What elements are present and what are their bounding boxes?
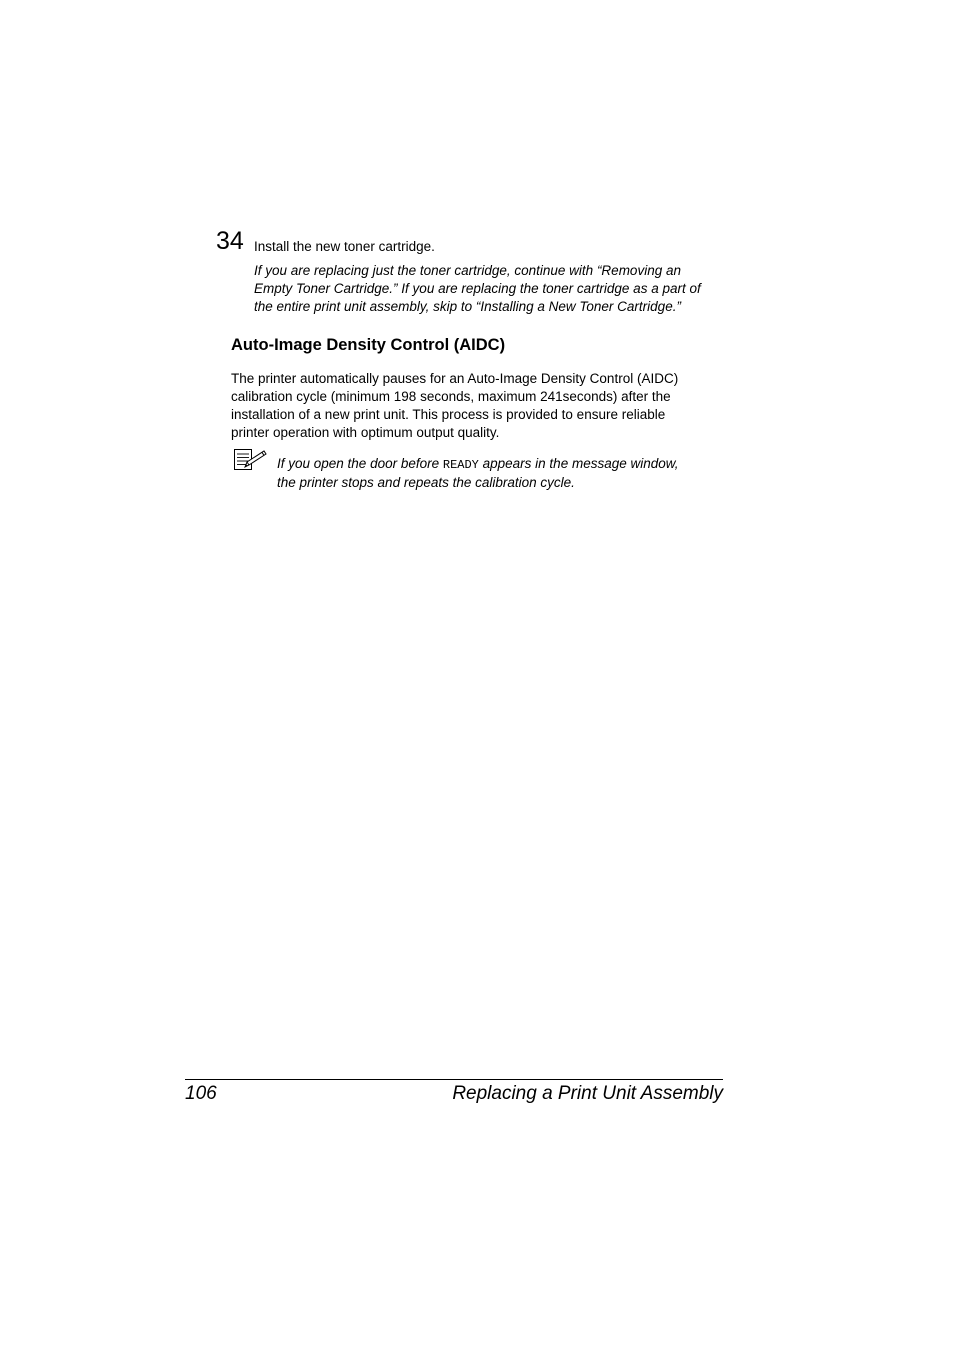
body-line: The printer automatically pauses for an Auto-Image Density Control (AIDC) bbox=[231, 371, 679, 386]
body-paragraph bbox=[231, 370, 721, 442]
chapter-title: Replacing a Print Unit Assembly bbox=[452, 1083, 723, 1104]
note-text-after: appears in the message window, bbox=[478, 456, 679, 471]
ready-message-code: READY bbox=[442, 458, 479, 472]
note-line: the printer stops and repeats the calibration cycle. bbox=[277, 475, 575, 490]
section-heading: Auto-Image Density Control (AIDC) bbox=[231, 336, 506, 354]
step-note-line: If you are replacing just the toner cartridge, continue with “Removing an bbox=[254, 263, 681, 278]
page-number: 106 bbox=[185, 1083, 217, 1104]
note-pencil-icon bbox=[233, 448, 269, 472]
note-text-before: If you open the door before bbox=[277, 456, 443, 471]
step-instruction: Install the new toner cartridge. bbox=[254, 239, 435, 254]
body-line: printer operation with optimum output quality. bbox=[231, 425, 500, 440]
note-text bbox=[277, 455, 727, 492]
step-note-line: Empty Toner Cartridge.” If you are replacing the toner cartridge as a part of bbox=[254, 281, 701, 296]
note-line bbox=[277, 455, 727, 474]
body-line: calibration cycle (minimum 198 seconds, maximum 241seconds) after the bbox=[231, 389, 671, 404]
footer-divider bbox=[185, 1079, 723, 1080]
step-note bbox=[254, 262, 729, 316]
step-number: 34 bbox=[216, 227, 244, 255]
step-note-line: the entire print unit assembly, skip to “Installing a New Toner Cartridge.” bbox=[254, 299, 681, 314]
body-line: installation of a new print unit. This process is provided to ensure reliable bbox=[231, 407, 666, 422]
